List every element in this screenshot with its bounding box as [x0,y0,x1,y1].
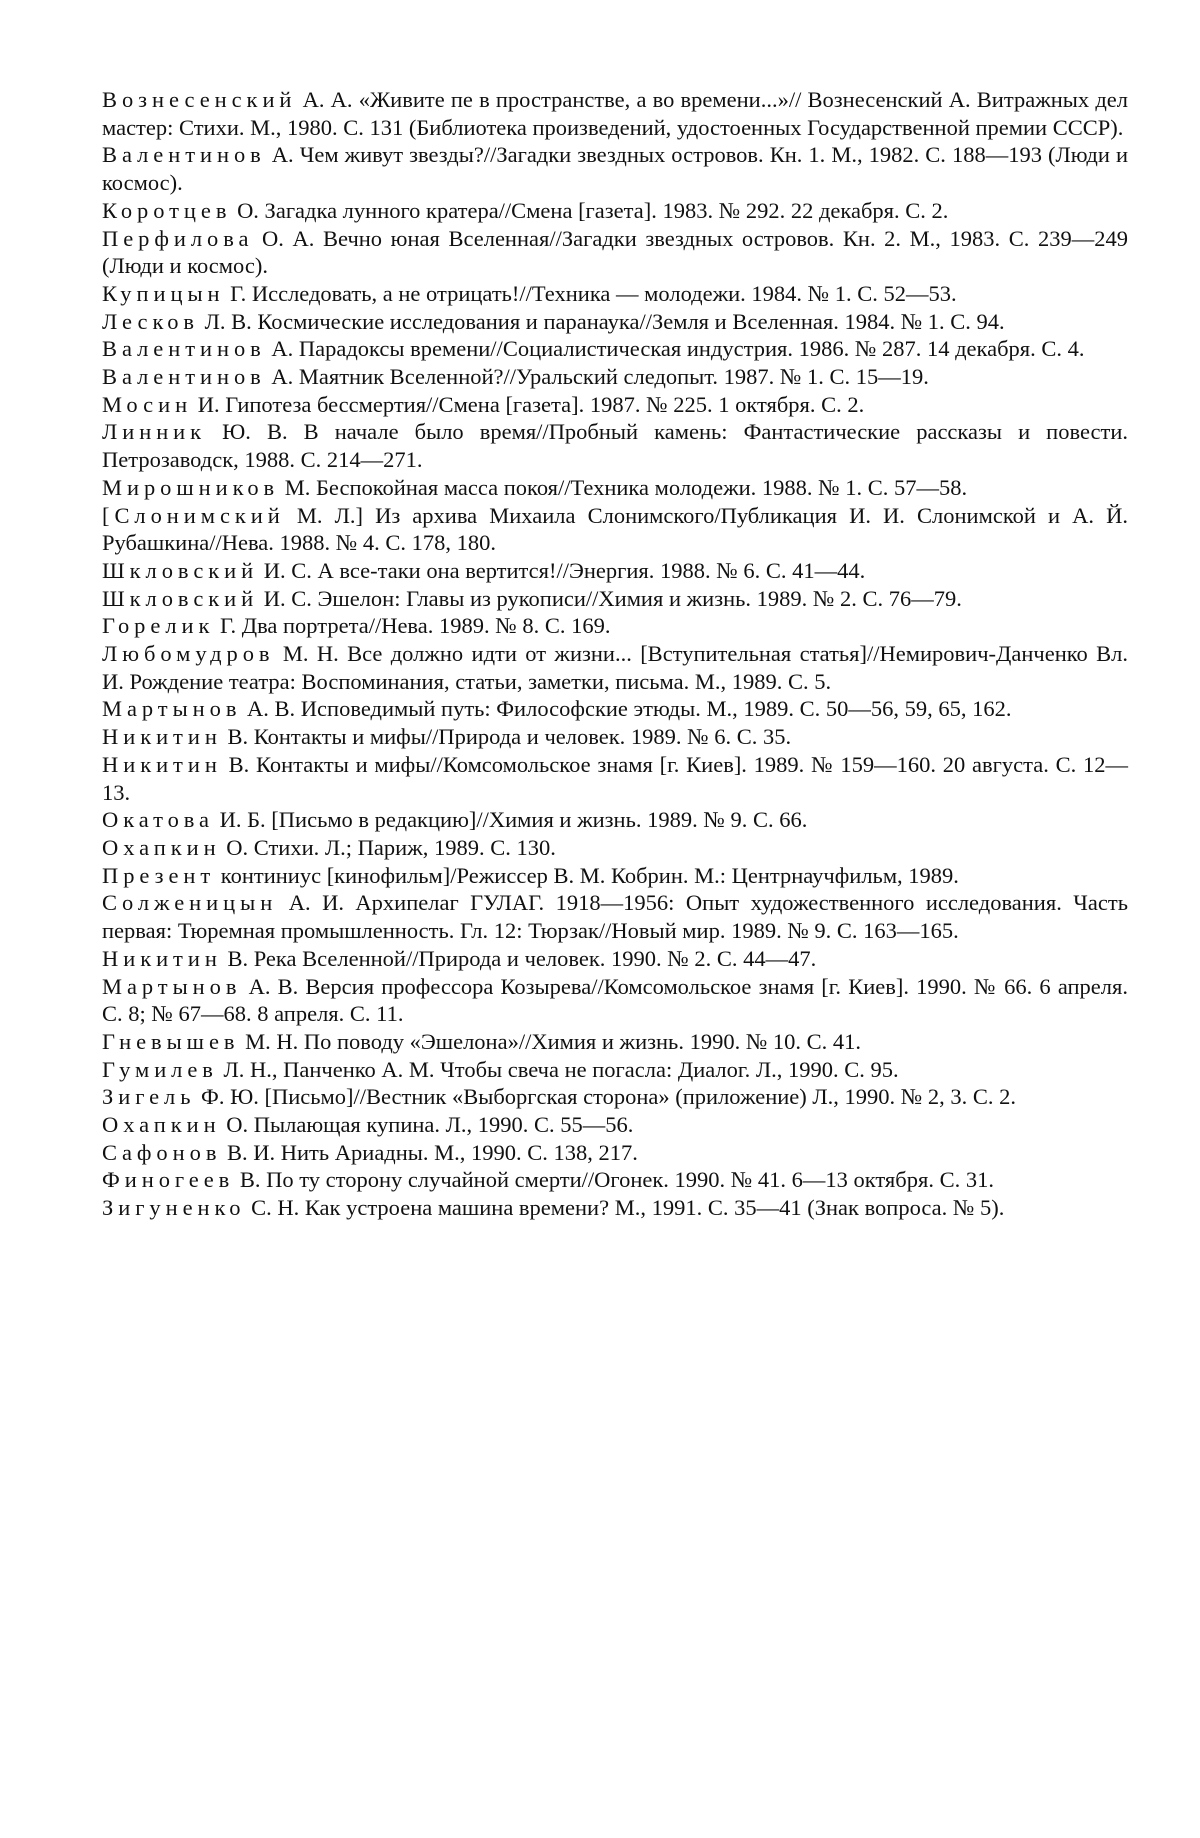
entry-author: Линник [102,419,207,445]
entry-text: И. С. А все-таки она вертится!//Энергия. 1988. № 6. С. 41—44. [258,557,866,583]
entry-author: [Слонимский [102,502,285,528]
entry-text: М. Беспокойная масса покоя//Техника молодежи. 1988. № 1. С. 57—58. [279,474,968,500]
entry-text: М. Л.] Из архива Михаила Слонимского/Публикация И. И. Слонимской и А. Й. Рубашкина//Нева. 1988. № 4. С. 178, 180. [102,502,1128,556]
entry-author: Купицын [102,280,225,306]
entry-text: И. Гипотеза бессмертия//Смена [газета]. 1987. № 225. 1 октября. С. 2. [192,391,865,417]
bibliography-entry [102,391,1128,419]
entry-text: О. Загадка лунного кратера//Смена [газета]. 1983. № 292. 22 декабря. С. 2. [231,197,949,223]
entry-author: Мирошников [102,474,280,500]
entry-author: Вознесенский [102,87,297,112]
bibliography-entry [102,1139,1128,1167]
entry-author: Валентинов [102,364,266,390]
entry-text: О. Стихи. Л.; Париж, 1989. С. 130. [220,834,556,860]
entry-text: Г. Два портрета//Нева. 1989. № 8. С. 169. [214,613,611,639]
entry-author: Никитин [102,751,222,777]
bibliography-entry [102,862,1128,890]
entry-author: Мартынов [102,696,242,722]
entry-author: Окатова [102,807,214,833]
entry-text: В. Контакты и мифы//Природа и человек. 1989. № 6. С. 35. [221,724,792,750]
entry-author: Любомудров [102,641,275,667]
entry-text: Ю. В. В начале было время//Пробный камень: Фантастические рассказы и повести. Петрозаводск, 1988. С. 214—271. [102,419,1128,473]
bibliography-entry [102,197,1128,225]
entry-author: Коротцев [102,197,232,223]
bibliography-entry [102,86,1128,141]
entry-author: Финогеев [102,1167,235,1193]
entry-author: Презент [102,862,216,888]
entry-text: А. Чем живут звезды?//Загадки звездных островов. Кн. 1. М., 1982. С. 188—193 (Люди и космос). [102,142,1128,196]
entry-author: Лесков [102,308,200,334]
bibliography-entry [102,1194,1128,1222]
bibliography-entry [102,640,1128,695]
bibliography-entry [102,723,1128,751]
bibliography-entry [102,695,1128,723]
entry-author: Никитин [102,945,222,971]
bibliography-entry [102,806,1128,834]
bibliography-entry [102,280,1128,308]
entry-author: Мосин [102,391,193,417]
entry-text: С. Н. Как устроена машина времени? М., 1991. С. 35—41 (Знак вопроса. № 5). [245,1195,1005,1221]
bibliography-entry [102,585,1128,613]
entry-author: Мартынов [102,973,242,999]
bibliography-entry [102,1028,1128,1056]
entry-text: Л. В. Космические исследования и паранаука//Земля и Вселенная. 1984. № 1. С. 94. [199,308,1005,334]
entry-author: Охапкин [102,1112,221,1138]
entry-text: А. Парадоксы времени//Социалистическая индустрия. 1986. № 287. 14 декабря. С. 4. [265,336,1085,362]
entry-author: Никитин [102,724,222,750]
entry-author: Шкловский [102,585,259,611]
entry-text: А. И. Архипелаг ГУЛАГ. 1918—1956: Опыт художественного исследования. Часть первая: Тюремная промышленность. Гл. 12: Тюрзак//Новый мир. 1989. № 9. С. 163—165. [102,890,1128,944]
entry-author: Солженицын [102,890,278,916]
entry-author: Шкловский [102,557,259,583]
bibliography-entry [102,1083,1128,1111]
bibliography-entry [102,945,1128,973]
bibliography-entry [102,1111,1128,1139]
bibliography-entry [102,557,1128,585]
entry-author: Перфилова [102,225,254,251]
entry-author: Охапкин [102,834,221,860]
bibliography-entry [102,141,1128,196]
bibliography-entry [102,335,1128,363]
entry-text: В. И. Нить Ариадны. М., 1990. С. 138, 217. [221,1139,638,1165]
entry-text: В. По ту сторону случайной смерти//Огонек. 1990. № 41. 6—13 октября. С. 31. [234,1167,994,1193]
entry-text: Г. Исследовать, а не отрицать!//Техника — молодежи. 1984. № 1. С. 52—53. [224,280,957,306]
bibliography-entry [102,418,1128,473]
bibliography-entry [102,1056,1128,1084]
entry-author: Зигуненко [102,1195,246,1221]
bibliography-page [102,86,1128,1222]
entry-text: Л. Н., Панченко А. М. Чтобы свеча не погасла: Диалог. Л., 1990. С. 95. [217,1056,899,1082]
bibliography-entry [102,973,1128,1028]
entry-text: А. Маятник Вселенной?//Уральский следопыт. 1987. № 1. С. 15—19. [265,364,929,390]
entry-text: М. Н. Все должно идти от жизни... [Вступительная статья]//Немирович-Данченко Вл. И. Рождение театра: Воспоминания, статьи, заметки, письма. М., 1989. С. 5. [102,641,1128,694]
entry-text: О. А. Вечно юная Вселенная//Загадки звездных островов. Кн. 2. М., 1983. С. 239—249 (Люди и космос). [102,225,1128,279]
entry-text: В. Контакты и мифы//Комсомольское знамя [г. Киев]. 1989. № 159—160. 20 августа. С. 12—13. [102,751,1128,805]
bibliography-entry [102,474,1128,502]
entry-text: Ф. Ю. [Письмо]//Вестник «Выборгская сторона» (приложение) Л., 1990. № 2, 3. С. 2. [195,1084,1017,1110]
entry-text: А. В. Исповедимый путь: Философские этюды. М., 1989. С. 50—56, 59, 65, 162. [241,696,1012,722]
entry-author: Гумилев [102,1056,218,1082]
entry-author: Сафонов [102,1139,222,1165]
entry-text: континиус [кинофильм]/Режиссер В. М. Кобрин. М.: Центрнаучфильм, 1989. [215,862,959,888]
entry-text: А. А. «Живите пе в пространстве, а во времени...»// Вознесенский А. Витражных дел мастер: Стихи. М., 1980. С. 131 (Библиотека произведений, удостоенных Государственной премии СССР). [102,87,1128,140]
entry-author: Горелик [102,613,215,639]
entry-text: И. С. Эшелон: Главы из рукописи//Химия и жизнь. 1989. № 2. С. 76—79. [258,585,962,611]
entry-author: Валентинов [102,142,266,168]
bibliography-entry [102,834,1128,862]
bibliography-entry [102,751,1128,806]
bibliography-entry [102,889,1128,944]
entry-text: В. Река Вселенной//Природа и человек. 1990. № 2. С. 44—47. [221,945,817,971]
bibliography-entry [102,308,1128,336]
bibliography-entry [102,612,1128,640]
bibliography-entry [102,1166,1128,1194]
bibliography-entry [102,502,1128,557]
bibliography-entry [102,225,1128,280]
entry-author: Зигель [102,1084,196,1110]
entry-text: А. В. Версия профессора Козырева//Комсомольское знамя [г. Киев]. 1990. № 66. 6 апреля. С. 8; № 67—68. 8 апреля. С. 11. [102,973,1128,1027]
entry-author: Валентинов [102,336,266,362]
bibliography-entry [102,363,1128,391]
entry-text: И. Б. [Письмо в редакцию]//Химия и жизнь. 1989. № 9. С. 66. [214,807,808,833]
entry-text: М. Н. По поводу «Эшелона»//Химия и жизнь. 1990. № 10. С. 41. [239,1028,862,1054]
entry-text: О. Пылающая купина. Л., 1990. С. 55—56. [220,1112,634,1138]
entry-author: Гневышев [102,1028,240,1054]
